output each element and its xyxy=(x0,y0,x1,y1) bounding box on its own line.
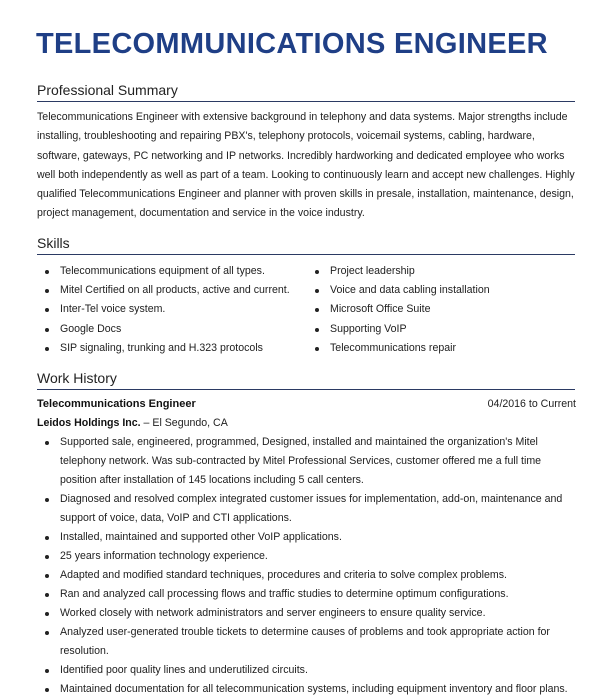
skill-item: Project leadership xyxy=(315,262,490,281)
skills-list-left xyxy=(45,262,290,358)
duty-item: Worked closely with network administrators and server engineers to ensure quality service. xyxy=(45,604,577,623)
summary-divider xyxy=(37,101,575,102)
duty-item: Adapted and modified standard techniques, procedures and criteria to solve complex problems. xyxy=(45,566,577,585)
skill-item: Microsoft Office Suite xyxy=(315,300,490,319)
skill-item: SIP signaling, trunking and H.323 protocols xyxy=(45,339,290,358)
skills-heading: Skills xyxy=(37,235,70,251)
skills-list-right xyxy=(315,262,490,358)
job-employer xyxy=(37,417,228,429)
job-location: – El Segundo, CA xyxy=(140,417,228,429)
work-history-divider xyxy=(37,389,575,390)
skill-item: Supporting VoIP xyxy=(315,320,490,339)
duty-item: Identified poor quality lines and underutilized circuits. xyxy=(45,661,577,680)
duty-item: Ran and analyzed call processing flows and traffic studies to determine optimum configurations. xyxy=(45,585,577,604)
skill-item: Telecommunications equipment of all types. xyxy=(45,262,290,281)
skill-item: Telecommunications repair xyxy=(315,339,490,358)
work-history-heading: Work History xyxy=(37,370,117,386)
duty-item: Maintained documentation for all telecommunication systems, including equipment inventory and floor plans. xyxy=(45,680,577,699)
skills-divider xyxy=(37,254,575,255)
duty-item: Installed, maintained and supported other VoIP applications. xyxy=(45,528,577,547)
skill-item: Mitel Certified on all products, active and current. xyxy=(45,281,290,300)
skill-item: Google Docs xyxy=(45,320,290,339)
duty-item: Analyzed user-generated trouble tickets to determine causes of problems and took appropriate action for resolution. xyxy=(45,623,577,661)
job-dates: 04/2016 to Current xyxy=(487,398,576,410)
job-duties-list xyxy=(45,433,577,699)
duty-item: Supported sale, engineered, programmed, Designed, installed and maintained the organization's Mitel telephony network. Was sub-contracted by Mitel Professional Services, customer offered me a full time position after installation of 145 locations including 5 call centers. xyxy=(45,433,577,490)
summary-text: Telecommunications Engineer with extensive background in telephony and data systems. Major strengths include installing, troubleshooting and repairing PBX's, telephony protocols, voicemail systems, cabling, hardware, software, gateways, PC networking and IP networks. Incredibly hardworking and dedicated employee who works well both independently as well as part of a team. Looking to continuously learn and accept new challenges. Highly qualified Telecommunications Engineer and planner with proven skills in presale, installation, maintenance, design, project management, documentation and service in the voice industry. xyxy=(37,111,575,220)
duty-item: 25 years information technology experience. xyxy=(45,547,577,566)
duty-item: Diagnosed and resolved complex integrated customer issues for implementation, add-on, maintenance and support of voice, data, VoIP and CTI applications. xyxy=(45,490,577,528)
skill-item: Voice and data cabling installation xyxy=(315,281,490,300)
summary-heading: Professional Summary xyxy=(37,82,178,98)
company-name: Leidos Holdings Inc. xyxy=(37,417,141,429)
resume-title: TELECOMMUNICATIONS ENGINEER xyxy=(36,28,548,60)
job-title: Telecommunications Engineer xyxy=(37,398,196,410)
skill-item: Inter-Tel voice system. xyxy=(45,300,290,319)
